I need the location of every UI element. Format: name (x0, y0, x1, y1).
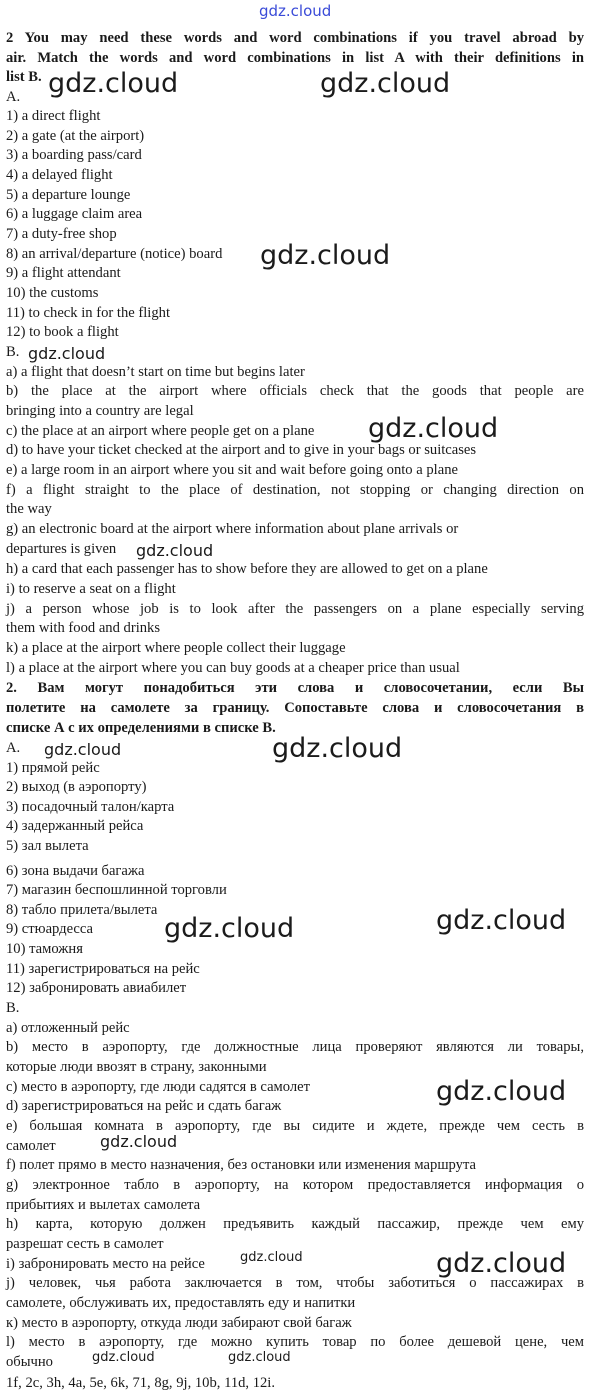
english-list-b-line: bringing into a country are legal (6, 403, 194, 419)
russian-list-b-line: f) полет прямо в место назначения, без остановки или изменения маршрута (6, 1157, 476, 1173)
english-heading-line-2: air. Match the words and word combinations in list A with their definitions in (6, 50, 584, 66)
russian-list-a-item: 10) таможня (6, 941, 83, 957)
watermark-top: gdz.cloud (259, 2, 332, 20)
english-list-a-item: 6) a luggage claim area (6, 206, 143, 222)
english-list-a-item: 9) a flight attendant (6, 265, 121, 281)
russian-list-a-item: 4) задержанный рейса (6, 818, 144, 834)
watermark: gdz.cloud (164, 913, 295, 944)
english-list-b-label: B. (6, 344, 20, 360)
watermark: gdz.cloud (272, 733, 403, 764)
watermark: gdz.cloud (436, 1076, 567, 1107)
russian-list-b-line: d) зарегистрироваться на рейс и сдать багаж (6, 1098, 282, 1114)
watermark: gdz.cloud (368, 413, 499, 444)
russian-heading-line-1: 2. Вам могут понадобиться эти слова и словосочетании, если Вы (6, 680, 584, 696)
english-heading-line-3: list B. (6, 69, 42, 85)
watermark: gdz.cloud (436, 1248, 567, 1279)
english-list-b-line: j) a person whose job is to look after the passengers on a plane especially serving (6, 601, 584, 617)
watermark: gdz.cloud (240, 1250, 303, 1265)
watermark: gdz.cloud (44, 740, 122, 759)
watermark: gdz.cloud (100, 1132, 178, 1151)
russian-list-b-line: прибытиях и вылетах самолета (6, 1197, 201, 1213)
russian-list-a-item: 5) зал вылета (6, 838, 89, 854)
watermark: gdz.cloud (228, 1350, 291, 1365)
russian-list-a-item: 11) зарегистрироваться на рейс (6, 961, 200, 977)
watermark: gdz.cloud (260, 240, 391, 271)
russian-list-a-item: 3) посадочный талон/карта (6, 799, 175, 815)
russian-list-a-item: 9) стюардесса (6, 921, 94, 937)
russian-list-a-item: 8) табло прилета/вылета (6, 902, 158, 918)
russian-list-b-line: к) место в аэропорту, откуда люди забирают свой багаж (6, 1315, 352, 1331)
russian-list-b-line: h) карта, которую должен предъявить каждый пассажир, прежде чем ему (6, 1216, 584, 1232)
russian-list-b-line: g) электронное табло в аэропорту, на котором предоставляется информация о (6, 1177, 584, 1193)
english-list-b-line: b) the place at the airport where officials check that the goods that people are (6, 383, 584, 399)
russian-list-b-line: разрешат сесть в самолет (6, 1236, 164, 1252)
russian-list-a-item: 6) зона выдачи багажа (6, 863, 145, 879)
english-list-b-line: i) to reserve a seat on a flight (6, 581, 176, 597)
english-heading-line-1: 2 You may need these words and word combinations if you travel abroad by (6, 30, 584, 46)
english-list-b-line: f) a flight straight to the place of destination, not stopping or changing direction on (6, 482, 584, 498)
english-list-a-item: 11) to check in for the flight (6, 305, 170, 321)
russian-list-a-item: 7) магазин беспошлинной торговли (6, 882, 227, 898)
answer-key: 1f, 2c, 3h, 4a, 5e, 6k, 71, 8g, 9j, 10b, 11d, 12i. (6, 1375, 276, 1391)
russian-list-a-label: А. (6, 740, 21, 756)
russian-list-b-label: В. (6, 1000, 20, 1016)
english-list-b-line: d) to have your ticket checked at the airport and to give in your bags or suitcases (6, 442, 477, 458)
english-list-b-line: g) an electronic board at the airport where information about plane arrivals or (6, 521, 459, 537)
english-list-b-line: h) a card that each passenger has to show before they are allowed to get on a plane (6, 561, 488, 577)
english-list-b-line: k) a place at the airport where people collect their luggage (6, 640, 346, 656)
english-list-a-item: 8) an arrival/departure (notice) board (6, 246, 223, 262)
watermark: gdz.cloud (136, 541, 214, 560)
russian-list-a-item: 12) забронировать авиабилет (6, 980, 187, 996)
russian-list-b-line: i) забронировать место на рейсе (6, 1256, 205, 1272)
english-list-b-line: departures is given (6, 541, 117, 557)
english-list-a-item: 3) a boarding pass/card (6, 147, 142, 163)
english-list-b-line: l) a place at the airport where you can buy goods at a cheaper price than usual (6, 660, 460, 676)
russian-list-b-line: обычно (6, 1354, 53, 1370)
english-list-b-line: a) a flight that doesn’t start on time but begins later (6, 364, 305, 380)
russian-list-b-line: e) большая комната в аэропорту, где вы сидите и ждете, прежде чем сесть в (6, 1118, 584, 1134)
russian-list-a-item: 2) выход (в аэропорту) (6, 779, 147, 795)
english-list-a-item: 12) to book a flight (6, 324, 119, 340)
russian-list-a-item: 1) прямой рейс (6, 760, 100, 776)
english-list-b-line: c) the place at an airport where people get on a plane (6, 423, 315, 439)
russian-list-b-line: которые люди ввозят в страну, законными (6, 1059, 267, 1075)
russian-list-b-line: b) место в аэропорту, где должностные лица проверяют являются ли товары, (6, 1039, 584, 1055)
russian-list-b-line: а) отложенный рейс (6, 1020, 130, 1036)
english-list-b-line: the way (6, 501, 52, 517)
english-list-a-item: 5) a departure lounge (6, 187, 131, 203)
russian-list-b-line: самолете, обслуживать их, предоставлять еду и напитки (6, 1295, 356, 1311)
russian-list-b-line: самолет (6, 1138, 56, 1154)
english-list-b-line: them with food and drinks (6, 620, 161, 636)
english-list-a-item: 4) a delayed flight (6, 167, 113, 183)
russian-list-b-line: j) человек, чья работа заключается в том, чтобы заботиться о пассажирах в (6, 1275, 584, 1291)
english-list-a-label: A. (6, 89, 21, 105)
english-list-a-item: 1) a direct flight (6, 108, 101, 124)
english-list-a-item: 7) a duty-free shop (6, 226, 117, 242)
watermark: gdz.cloud (436, 905, 567, 936)
watermark: gdz.cloud (28, 344, 106, 363)
russian-list-b-line: l) место в аэропорту, где можно купить товар по более дешевой цене, чем (6, 1334, 584, 1350)
watermark: gdz.cloud (92, 1350, 155, 1365)
watermark: gdz.cloud (320, 68, 451, 99)
russian-list-b-line: c) место в аэропорту, где люди садятся в самолет (6, 1079, 311, 1095)
english-list-a-item: 10) the customs (6, 285, 99, 301)
english-list-a-item: 2) a gate (at the airport) (6, 128, 145, 144)
russian-heading-line-2: полетите на самолете за границу. Сопоставьте слова и словосочетания в (6, 700, 584, 716)
watermark: gdz.cloud (48, 68, 179, 99)
russian-heading-line-3: списке А с их определениями в списке В. (6, 720, 276, 736)
english-list-b-line: e) a large room in an airport where you sit and wait before going onto a plane (6, 462, 458, 478)
